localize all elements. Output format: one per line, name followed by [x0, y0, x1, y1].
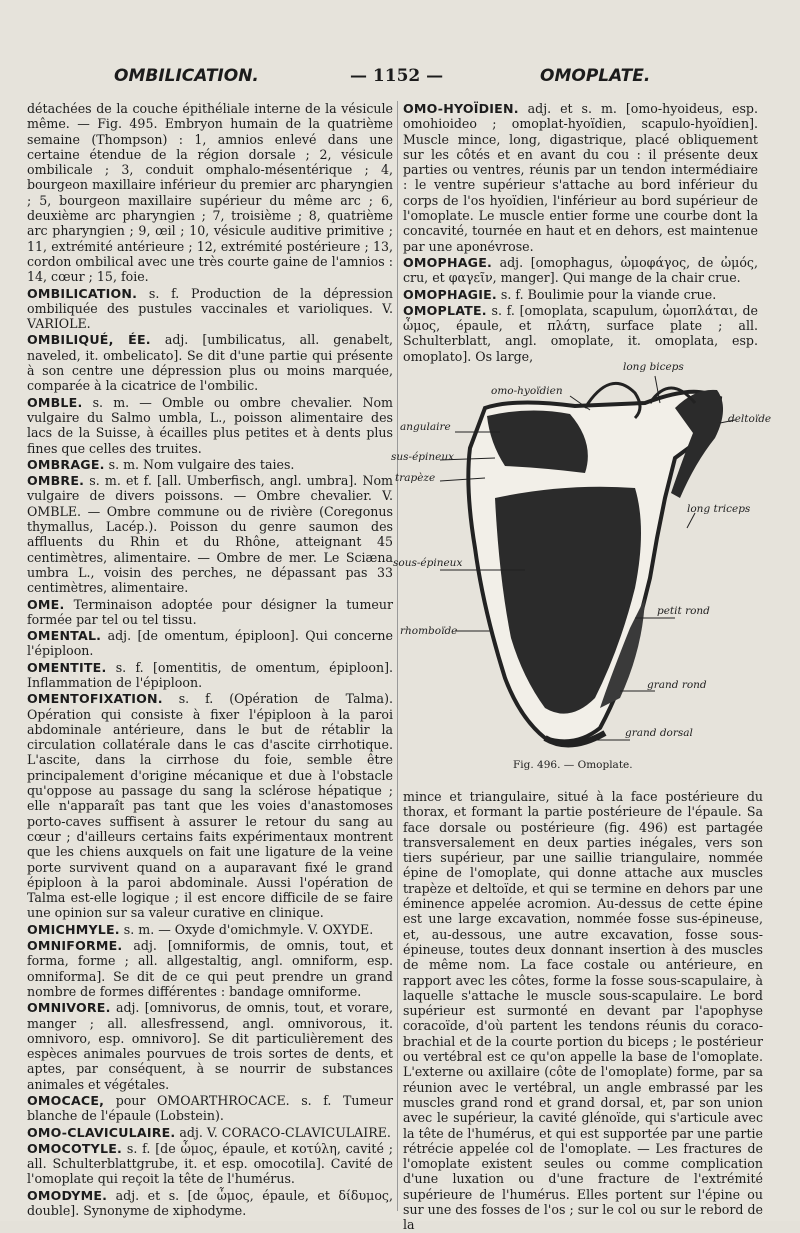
- omoplate-figure: [391, 348, 772, 788]
- entry-text: s. f. [omoplata, scapulum, ὠμοπλάται, de ὦμος, épaule, et πλάτη, surface plate ; all. Schulterblatt, angl. omoplate, it. omoplata, esp. omoplato]. Os large,: [403, 302, 758, 364]
- entry-text: s. f. [omentitis, de omentum, épiploon]. Inflammation de l'épiploon.: [27, 659, 393, 690]
- label-long-biceps-top: long biceps: [623, 361, 684, 373]
- dictionary-entry: [27, 1141, 393, 1187]
- dictionary-entry: [27, 473, 393, 595]
- label-sous-epineux: sous-épineux: [393, 557, 463, 569]
- scapula-illustration: [391, 348, 772, 788]
- entry-headword: OMOPLATE.: [403, 302, 487, 318]
- entry-headword: OMOPHAGE.: [403, 254, 492, 270]
- entry-text: adj. et s. m. [omo-hyoideus, esp. omohioideo ; omoplat-hyoïdien, scapulo-hyoïdien]. Muscle mince, long, digastrique, placé obliquement sur les côtés et en avant du cou : il présente deux parties ou ventres, réunis par un tendon intermédiaire : le ventre supérieur s'attache au bord inférieur du corps de l'os hyoïdien, l'inférieur au bord supérieur de l'omoplate. Le muscle entier forme une courbe dont la concavité, tournée en haut et en dehors, est maintenue par une aponévrose.: [403, 101, 758, 254]
- entry-headword: OME.: [27, 596, 65, 612]
- right-column-top: [403, 101, 758, 364]
- dictionary-entry: [403, 287, 758, 302]
- label-deltoide: deltoïde: [728, 413, 772, 425]
- dictionary-entry: [27, 922, 393, 937]
- label-trapeze: trapèze: [395, 472, 436, 484]
- dictionary-entry: [403, 255, 758, 286]
- entry-headword: OMO-HYOÏDIEN.: [403, 101, 519, 116]
- dictionary-entry: [27, 628, 393, 659]
- dictionary-entry: [403, 101, 758, 254]
- entry-text: s. m. et f. [all. Umberfisch, angl. umbra]. Nom vulgaire de divers poissons. — Ombre chevalier. V. OMBLE. — Ombre commune ou de rivière (Coregonus thymallus, Lacép.). Poisson du genre saumon des affluents du Rhin et du Rhône, atteignant 45 centimètres, alimentaire. — Ombre de mer. Le Sciæna umbra L., voisin des perches, ne dépassant pas 33 centimètres, alimentaire.: [27, 473, 393, 596]
- dictionary-entry: [27, 597, 393, 628]
- entry-text: adj. [omophagus, ὠμοφάγος, de ὠμός, cru, et φαγεῖν, manger]. Qui mange de la chair crue.: [403, 254, 758, 286]
- dictionary-entry: [27, 1188, 393, 1219]
- right-column-bottom: [403, 789, 763, 1233]
- label-grand-dorsal: grand dorsal: [625, 727, 693, 739]
- left-column: [27, 101, 394, 1219]
- entry-text: s. m. — Oxyde d'omichmyle. V. OXYDE.: [123, 921, 374, 937]
- entry-text: s. f. [de ὦμος, épaule, et κοτύλη, cavité ; all. Schulterblattgrube, it. et esp. omocotila]. Cavité de l'omoplate qui reçoit la tête de l'humérus.: [27, 1140, 393, 1187]
- entry-text: Terminaison adoptée pour désigner la tumeur formée par tel ou tel tissu.: [27, 596, 393, 627]
- dictionary-entry: [27, 1125, 393, 1140]
- entry-headword: OMBILIQUÉ, ÉE.: [27, 332, 151, 348]
- label-grand-rond: grand rond: [647, 679, 707, 691]
- entry-headword: OMICHMYLE.: [27, 921, 120, 937]
- entry-text: adj. V. CORACO-CLAVICULAIRE.: [179, 1124, 391, 1140]
- label-angulaire: angulaire: [400, 421, 451, 433]
- entry-text: s. f. Boulimie pour la viande crue.: [500, 286, 717, 302]
- omoplate-definition-continued: mince et triangulaire, situé à la face postérieure du thorax, et formant la partie postérieure de l'épaule. Sa face dorsale ou postérieure (fig. 496) est partagée transversalement en deux parties inégales, vers son tiers supérieur, par une saillie triangulaire, nommée épine de l'omoplate, qui donne attache aux muscles trapèze et deltoïde, et qui se termine en dehors par une éminence appelée acromion. Au-dessus de cette épine est une large excavation, nommée fosse sus-épineuse, et, au-dessous, une autre excavation, fosse sous-épineuse, toutes deux donnant insertion à des muscles de même nom. La face costale ou antérieure, en rapport avec les côtes, forme la fosse sous-scapulaire, à laquelle s'attache le muscle sous-scapulaire. Le bord supérieur est surmonté en devant par l'apophyse coracoïde, d'où partent les tendons réunis du coraco-brachial et de la courte portion du biceps ; le postérieur ou vertébral est ce qu'on appelle la base de l'omoplate. L'externe ou axillaire (côte de l'omoplate) forme, par sa réunion avec le vertébral, un angle embrassé par les muscles grand rond et grand dorsal, et, par son union avec le supérieur, la cavité glénoïde, qui s'articule avec la tête de l'humérus, et qui est supportée par une partie rétrécie appelée col de l'omoplate. — Les fractures de l'omoplate existent seules ou comme complication d'une luxation ou d'une fracture de l'extrémité supérieure de l'humérus. Elles portent sur l'épine ou sur une des fosses de l'os ; sur le col ou sur le rebord de la: [403, 789, 763, 1233]
- dictionary-entry: [27, 332, 393, 393]
- entry-headword: OMENTOFIXATION.: [27, 691, 163, 707]
- entry-text: adj. et s. [de ὦμος, épaule, et δίδυμος, double]. Synonyme de xiphodyme.: [27, 1187, 393, 1219]
- entry-headword: OMBILICATION.: [27, 285, 138, 301]
- dictionary-entry: [27, 938, 393, 999]
- dictionary-entry: [27, 660, 393, 691]
- entry-text: adj. [omnivorus, de omnis, tout, et vorare, manger ; all. allesfressend, angl. omnivorous, it. omnivoro, esp. omnivoro]. Se dit particulièrement des espèces animales pourvues de trois sortes de dents, et aptes, par conséquent, à se nourrir de substances animales et végétales.: [27, 1000, 393, 1092]
- entry-headword: OMBRAGE.: [27, 456, 105, 472]
- page-number: — 1152 —: [350, 66, 444, 86]
- entry-headword: OMO-CLAVICULAIRE.: [27, 1124, 176, 1140]
- header-right-term: OMOPLATE.: [540, 66, 651, 86]
- dictionary-entry: [27, 395, 393, 456]
- entry-headword: OMOCOTYLE.: [27, 1140, 123, 1156]
- dictionary-entry: [27, 457, 393, 472]
- entry-headword: OMOCACE,: [27, 1093, 105, 1108]
- entry-text: s. f. (Opération de Talma). Opération qui consiste à fixer l'épiploon à la paroi abdominale antérieure, dans le but de rétablir la circulation collatérale dans le cas d'ascite cirrhotique. L'ascite, dans la cirrhose du foie, semble être principalement d'origine mécanique et due à l'obstacle qu'oppose au passage du sang la sclérose hépatique ; elle n'apparaît pas tant que les voies d'anastomoses porto-caves suffisent à assurer le retour du sang au cœur ; d'ailleurs certains faits expérimentaux montrent que les chiens auxquels on fait une ligature de la veine porte survivent quand on a auparavant fixé le grand épiploon à la paroi abdominale. Aussi l'opération de Talma est-elle logique ; il est encore difficile de se faire une opinion sur sa valeur curative en clinique.: [27, 691, 393, 921]
- entry-text: s. f. Production de la dépression ombiliquée des pustules vaccinales et varioliques. V. VARIOLE.: [27, 285, 393, 332]
- entry-headword: OMOPHAGIE.: [403, 286, 497, 302]
- dictionary-entry: [27, 286, 393, 332]
- entry-text: adj. [omniformis, de omnis, tout, et forma, forme ; all. allgestaltig, angl. omniform, esp. omniforma]. Se dit de ce qui peut prendre un grand nombre de formes différentes : bandage omniforme.: [27, 938, 393, 999]
- entry-text: pour OMOARTHROCACE. s. f. Tumeur blanche de l'épaule (Lobstein).: [27, 1093, 393, 1124]
- entry-headword: OMNIVORE.: [27, 1000, 111, 1016]
- entry-headword: OMENTAL.: [27, 628, 102, 644]
- label-long-triceps: long triceps: [687, 503, 751, 515]
- entry-text: adj. [umbilicatus, all. genabelt, naveled, it. ombelicato]. Se dit d'une partie qui présente à son centre une dépression plus ou moins marquée, comparée à la cicatrice de l'ombilic.: [27, 332, 394, 394]
- label-omo-hyoidien: omo-hyoïdien: [491, 385, 563, 397]
- entry-headword: OMBLE.: [27, 394, 83, 410]
- dictionary-entry: [27, 691, 393, 920]
- header-left-term: OMBILICATION.: [114, 66, 259, 86]
- entry-headword: OMBRE.: [27, 473, 85, 489]
- label-petit-rond: petit rond: [657, 605, 710, 617]
- entry-text: s. m. Nom vulgaire des taies.: [108, 456, 295, 472]
- label-sus-epineux: sus-épineux: [391, 451, 455, 463]
- entry-headword: OMENTITE.: [27, 659, 107, 675]
- figure-caption: Fig. 496. — Omoplate.: [513, 759, 633, 771]
- entry-headword: OMNIFORME.: [27, 938, 123, 954]
- dictionary-entry: [27, 101, 393, 285]
- page-header: [0, 66, 800, 96]
- dictionary-entry: [27, 1093, 393, 1124]
- entry-headword: OMODYME.: [27, 1187, 108, 1203]
- dictionary-entry: [27, 1000, 393, 1092]
- entry-text: s. m. — Omble ou ombre chevalier. Nom vulgaire du Salmo umbla, L., poisson alimentaire des lacs de la Suisse, à écailles plus petites et à dents plus fines que celles des truites.: [27, 394, 393, 456]
- entry-text: détachées de la couche épithéliale interne de la vésicule même. — Fig. 495. Embryon humain de la quatrième semaine (Thompson) : 1, amnios enlevé dans une certaine étendue de la région dorsale ; 2, vésicule ombilicale ; 3, conduit omphalo-mésentérique ; 4, bourgeon maxillaire inférieur du premier arc pharyngien ; 5, bourgeon maxillaire supérieur du même arc ; 6, deuxième arc pharyngien ; 7, troisième ; 8, quatrième arc pharyngien ; 9, œil ; 10, vésicule auditive primitive ; 11, extrémité antérieure ; 12, extrémité postérieure ; 13, cordon ombilical avec une très courte gaine de l'amnios : 14, cœur ; 15, foie.: [27, 101, 393, 285]
- entry-text: adj. [de omentum, épiploon]. Qui concerne l'épiploon.: [27, 628, 393, 659]
- label-rhomboide: rhomboïde: [400, 625, 458, 637]
